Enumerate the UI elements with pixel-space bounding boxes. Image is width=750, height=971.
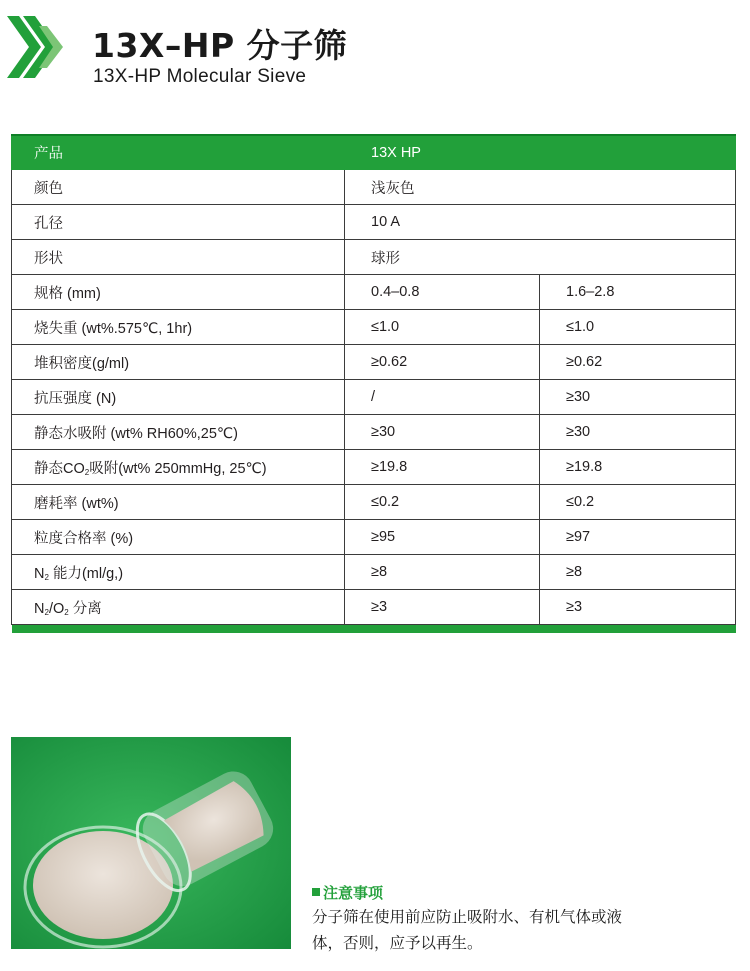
table-row — [12, 275, 736, 310]
row-label: $N_2/O_2$ 分离 — [12, 590, 345, 625]
row-value-2: ≤0.2 — [540, 485, 736, 520]
row-label: 抗压强度 (N) — [12, 380, 345, 415]
row-value-1: ≤1.0 — [345, 310, 540, 345]
row-label: 静态水吸附 (wt% RH60%,25℃) — [12, 415, 345, 450]
row-value-2: ≥30 — [540, 415, 736, 450]
row-label: $N_2$ 能力(ml/g,) — [12, 555, 345, 590]
row-label: 磨耗率 (wt%) — [12, 485, 345, 520]
note-body: 分子筛在使用前应防止吸附水、有机气体或液体，否则，应予以再生。 — [312, 909, 623, 952]
header-label: 产品 — [12, 135, 345, 170]
row-value-1: ≥30 — [345, 415, 540, 450]
row-value-2: ≥97 — [540, 520, 736, 555]
table-row — [12, 240, 736, 275]
table-row — [12, 450, 736, 485]
row-value-2: ≥30 — [540, 380, 736, 415]
row-value-1: / — [345, 380, 540, 415]
row-label: 孔径 — [12, 205, 345, 240]
row-value-2: ≥3 — [540, 590, 736, 625]
row-value: 浅灰色 — [345, 170, 736, 205]
note-title: 注意事项 — [312, 882, 383, 903]
page-title: 13X–HP 分子筛 — [92, 26, 348, 65]
table-row — [12, 520, 736, 555]
table-header-row — [12, 135, 736, 170]
row-value-1: ≥0.62 — [345, 345, 540, 380]
row-value: 10 A — [345, 205, 736, 240]
row-value-2: ≥19.8 — [540, 450, 736, 485]
row-value-2: ≥0.62 — [540, 345, 736, 380]
row-label: 规格 (mm) — [12, 275, 345, 310]
table-row — [12, 205, 736, 240]
row-value-2: 1.6–2.8 — [540, 275, 736, 310]
table-row — [12, 310, 736, 345]
square-bullet-icon — [312, 888, 320, 896]
row-value-2: ≥8 — [540, 555, 736, 590]
product-photo — [11, 737, 291, 949]
page-subtitle: 13X-HP Molecular Sieve — [93, 66, 307, 87]
row-label: 堆积密度(g/ml) — [12, 345, 345, 380]
row-value-1: ≥3 — [345, 590, 540, 625]
table-row — [12, 380, 736, 415]
row-value-1: ≥95 — [345, 520, 540, 555]
row-value: 球形 — [345, 240, 736, 275]
row-label: 粒度合格率 (%) — [12, 520, 345, 555]
row-value-1: ≥19.8 — [345, 450, 540, 485]
table-row — [12, 415, 736, 450]
table-row — [12, 345, 736, 380]
row-label: 烧失重 (wt%.575℃, 1hr) — [12, 310, 345, 345]
row-value-2: ≤1.0 — [540, 310, 736, 345]
spec-table — [11, 134, 736, 633]
row-value-1: 0.4–0.8 — [345, 275, 540, 310]
table-row — [12, 485, 736, 520]
row-value-1: ≤0.2 — [345, 485, 540, 520]
table-row — [12, 590, 736, 625]
row-value-1: ≥8 — [345, 555, 540, 590]
row-label: 形状 — [12, 240, 345, 275]
row-label: 颜色 — [12, 170, 345, 205]
header-value: 13X HP — [345, 135, 736, 170]
chevron-logo-icon — [7, 12, 69, 82]
table-footer-bar — [12, 625, 736, 634]
table-row — [12, 170, 736, 205]
table-row — [12, 555, 736, 590]
row-label: 静态$CO_2$吸附(wt% 250mmHg, 25℃) — [12, 450, 345, 485]
